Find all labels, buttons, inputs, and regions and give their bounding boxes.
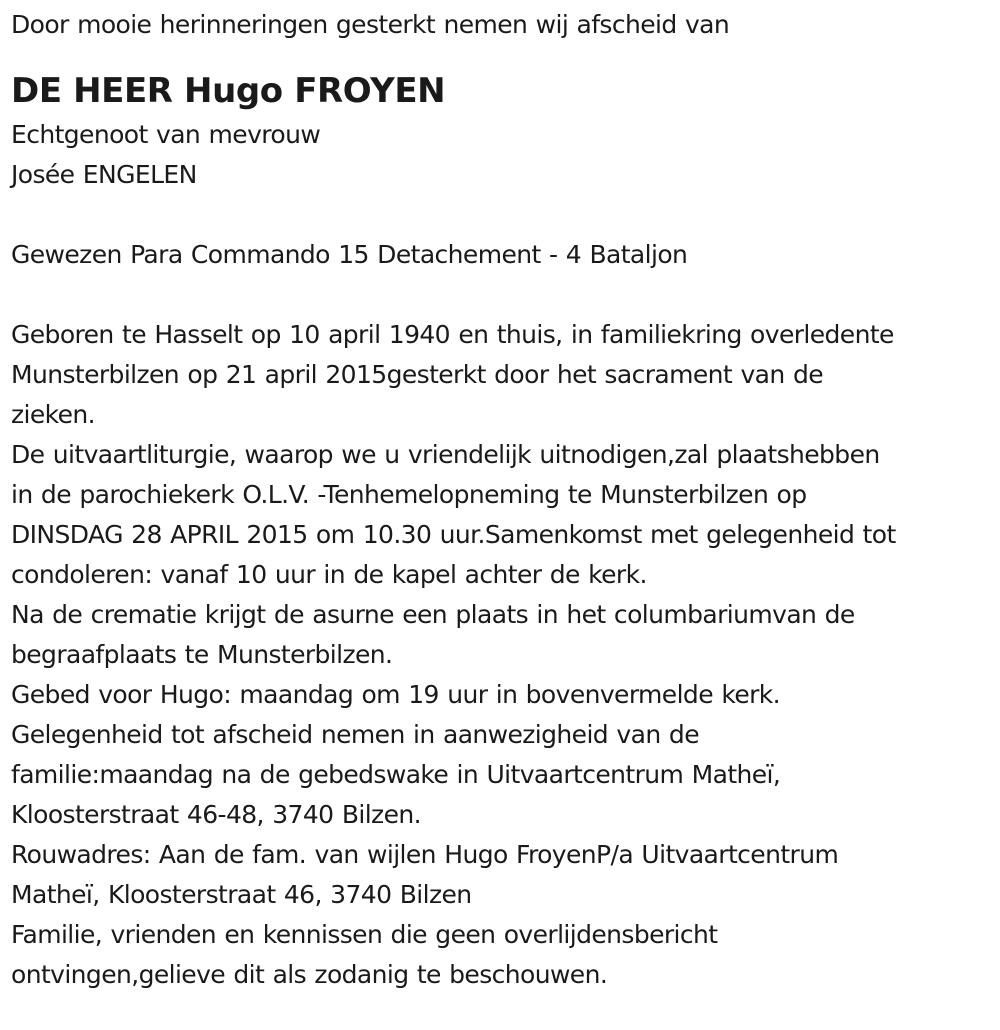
body-line: Kloosterstraat 46-48, 3740 Bilzen. <box>11 800 421 829</box>
notice-body <box>11 315 986 995</box>
spouse-name: Josée ENGELEN <box>11 160 197 189</box>
body-line: ontvingen,gelieve dit als zodanig te beschouwen. <box>11 960 608 989</box>
body-line: condoleren: vanaf 10 uur in de kapel achter de kerk. <box>11 560 647 589</box>
spacer <box>11 275 986 315</box>
body-line: in de parochiekerk O.L.V. -Tenhemelopneming te Munsterbilzen op <box>11 480 807 509</box>
spacer <box>11 195 986 235</box>
military-service: Gewezen Para Commando 15 Detachement - 4 Bataljon <box>11 240 688 269</box>
spouse-line: Echtgenoot van mevrouw <box>11 120 321 149</box>
body-line: Rouwadres: Aan de fam. van wijlen Hugo FroyenP/a Uitvaartcentrum <box>11 840 839 869</box>
body-line: Matheï, Kloosterstraat 46, 3740 Bilzen <box>11 880 472 909</box>
body-line: Geboren te Hasselt op 10 april 1940 en thuis, in familiekring overledente <box>11 320 894 349</box>
body-line: DINSDAG 28 APRIL 2015 om 10.30 uur.Samenkomst met gelegenheid tot <box>11 520 896 549</box>
body-line: begraafplaats te Munsterbilzen. <box>11 640 393 669</box>
deceased-name: DE HEER Hugo FROYEN <box>11 71 446 111</box>
obituary-notice <box>11 0 986 995</box>
body-line: Familie, vrienden en kennissen die geen overlijdensbericht <box>11 920 718 949</box>
body-line: Na de crematie krijgt de asurne een plaats in het columbariumvan de <box>11 600 855 629</box>
intro-text: Door mooie herinneringen gesterkt nemen wij afscheid van <box>11 10 730 39</box>
body-line: Munsterbilzen op 21 april 2015gesterkt door het sacrament van de <box>11 360 823 389</box>
body-line: Gebed voor Hugo: maandag om 19 uur in bovenvermelde kerk. <box>11 680 781 709</box>
body-line: De uitvaartliturgie, waarop we u vriendelijk uitnodigen,zal plaatshebben <box>11 440 880 469</box>
body-line: Gelegenheid tot afscheid nemen in aanwezigheid van de <box>11 720 699 749</box>
body-line: zieken. <box>11 400 96 429</box>
body-line: familie:maandag na de gebedswake in Uitvaartcentrum Matheï, <box>11 760 781 789</box>
